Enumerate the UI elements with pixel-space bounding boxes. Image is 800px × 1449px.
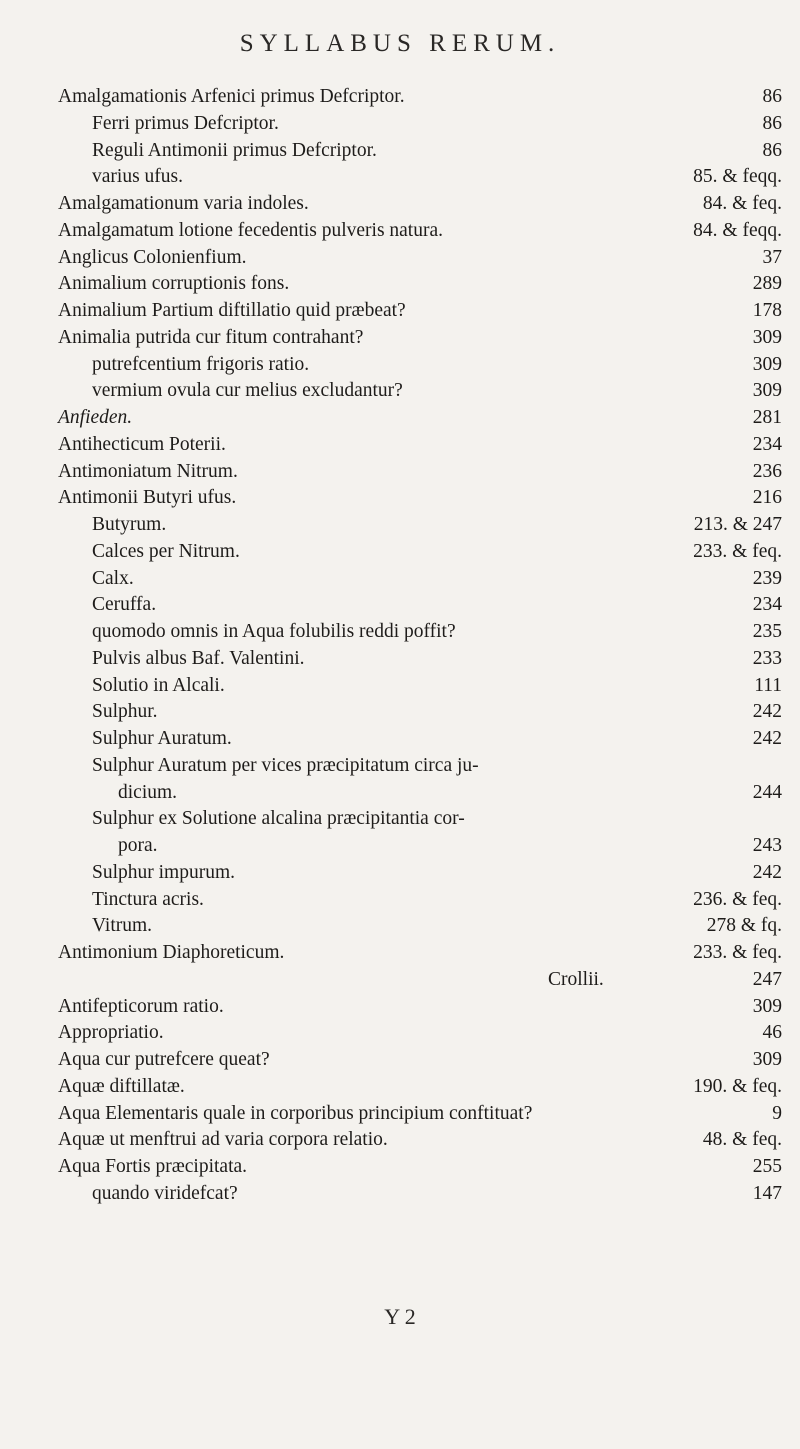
index-entry (58, 512, 782, 538)
index-term: Ferri primus Defcriptor. (92, 112, 279, 134)
index-term: Antifepticorum ratio. (58, 995, 224, 1017)
index-page-ref: 48. & feq. (702, 1129, 782, 1151)
index-term: varius ufus. (92, 166, 183, 188)
index-term: Calces per Nitrum. (92, 540, 240, 562)
index-term: Sulphur. (92, 701, 158, 723)
index-entry (58, 860, 782, 886)
index-entry (58, 887, 782, 913)
index-entry (58, 378, 782, 404)
index-entry (58, 646, 782, 672)
index-term: Sulphur Auratum. (92, 728, 232, 749)
index-entry (58, 1127, 782, 1153)
index-entry (58, 592, 782, 618)
index-entry (58, 726, 782, 752)
index-page-ref: 190. & feq. (693, 1075, 782, 1097)
index-entry (58, 753, 782, 779)
index-term: quomodo omnis in Aqua folubilis reddi poffit? (92, 621, 456, 642)
index-term: Anglicus Colonienfium. (58, 246, 247, 268)
index-page-ref: 233. & feq. (693, 942, 782, 963)
index-term: Aquæ ut menftrui ad varia corpora relatio. (58, 1129, 388, 1151)
index-term: Aqua Elementaris quale in corporibus principium conftituat? (58, 1102, 533, 1124)
index-entry (58, 164, 782, 190)
index-term: quando viridefcat? (92, 1182, 238, 1204)
index-entry (58, 1074, 782, 1100)
index-entry (58, 352, 782, 378)
index-page-ref: 309 (752, 1049, 782, 1070)
index-page-ref: 46 (762, 1022, 782, 1044)
index-entry (58, 806, 782, 832)
running-title: SYLLABUS RERUM. (239, 30, 561, 57)
index-term: dicium. (118, 781, 178, 803)
index-page-ref: 236 (752, 460, 782, 482)
index-term: Antimonii Butyri ufus. (58, 487, 237, 509)
index-entry (58, 699, 782, 725)
index-entry (58, 913, 782, 939)
index-page-ref: 255 (752, 1156, 782, 1177)
index-page-ref: 234 (752, 433, 782, 455)
index-term: Sulphur Auratum per vices præcipitatum circa ju- (92, 754, 479, 776)
index-page-ref: 235 (752, 621, 782, 642)
index-term: Aqua Fortis præcipitata. (58, 1156, 248, 1177)
index-entry (58, 84, 782, 110)
index-term: Aquæ diftillatæ. (58, 1075, 185, 1097)
index-page-ref: 86 (762, 139, 782, 161)
index-entry (58, 1020, 782, 1046)
index-term: Aqua cur putrefcere queat? (58, 1049, 270, 1070)
index-page-ref: 242 (752, 861, 782, 883)
index-term: Vitrum. (92, 915, 153, 937)
index-term: Appropriatio. (58, 1022, 164, 1044)
index-term: Amalgamatum lotione fecedentis pulveris natura. (58, 219, 444, 241)
index-term: Ceruffa. (92, 594, 157, 616)
index-term: Solutio in Alcali. (92, 674, 225, 696)
index-entry (58, 673, 782, 699)
index-term: Sulphur impurum. (92, 861, 236, 883)
index-entry (58, 138, 782, 164)
index-page-ref: 84. & feqq. (693, 219, 782, 241)
index-page-ref: 289 (752, 273, 782, 295)
index-entry (58, 111, 782, 137)
index-entry (58, 1154, 782, 1180)
index-term: Animalia putrida cur fitum contrahant? (58, 326, 364, 348)
index-term: Anfieden. (58, 407, 133, 428)
index-entry (58, 1181, 782, 1207)
index-page-ref: 216 (752, 487, 782, 509)
index-entry (58, 191, 782, 217)
index-term: Antihecticum Poterii. (58, 433, 226, 455)
index-page-ref: 37 (762, 246, 782, 268)
index-term: Antimoniatum Nitrum. (58, 460, 238, 482)
index-page-ref: 236. & feq. (693, 888, 782, 910)
index-page-ref: 239 (752, 567, 782, 589)
index-term: Crollii. (548, 968, 604, 990)
index-entry (58, 1101, 782, 1127)
index-entry (58, 298, 782, 324)
index-entry (58, 994, 782, 1020)
index-term: Animalium Partium diftillatio quid præbeat? (58, 300, 406, 321)
index-term: Antimonium Diaphoreticum. (58, 942, 285, 963)
index-entry (58, 405, 782, 431)
index-term: pora. (118, 835, 158, 856)
index-entry (58, 325, 782, 351)
index-entry (58, 271, 782, 297)
index-entry (58, 967, 782, 993)
index-page-ref: 234 (752, 594, 782, 616)
index-term: Reguli Antimonii primus Defcriptor. (92, 139, 377, 161)
signature-mark: Y 2 (384, 1304, 416, 1329)
index-entry (58, 459, 782, 485)
index-page-ref: 247 (752, 968, 782, 990)
index-page-ref: 84. & feq. (702, 193, 782, 214)
index-entry (58, 780, 782, 806)
index-page-ref: 86 (762, 112, 782, 134)
index-page-ref: 242 (752, 728, 782, 749)
index-entry (58, 619, 782, 645)
index-entry (58, 566, 782, 592)
index-page-ref: 233. & feq. (693, 540, 782, 562)
index-entry (58, 485, 782, 511)
index-page-ref: 309 (752, 353, 782, 375)
index-term: putrefcentium frigoris ratio. (92, 353, 310, 375)
index-term: Amalgamationum varia indoles. (58, 193, 309, 214)
index-entry (58, 218, 782, 244)
index-term: vermium ovula cur melius excludantur? (92, 380, 403, 402)
index-page-ref: 178 (752, 300, 782, 321)
index-term: Amalgamationis Arfenici primus Defcriptor. (58, 86, 405, 107)
index-term: Calx. (92, 567, 134, 589)
index-entry (58, 539, 782, 565)
index-page-ref: 309 (752, 380, 782, 402)
index-term: Tinctura acris. (92, 888, 204, 910)
index-entry (58, 1047, 782, 1073)
index-page-ref: 281 (752, 407, 782, 428)
index-page-ref: 309 (752, 326, 782, 348)
index-page-ref: 242 (752, 701, 782, 723)
index-page-ref: 147 (752, 1182, 782, 1204)
index-page-ref: 85. & feqq. (693, 166, 782, 188)
index-entry (58, 432, 782, 458)
index-page-ref: 278 & fq. (706, 915, 782, 937)
index-entry (58, 940, 782, 966)
index-entry (58, 245, 782, 271)
index-term: Sulphur ex Solutione alcalina præcipitantia cor- (92, 808, 465, 830)
index-page-ref: 111 (754, 674, 782, 696)
index-page-ref: 233 (752, 647, 782, 669)
index-entry (58, 833, 782, 859)
index-page-ref: 244 (752, 781, 782, 803)
index-term: Butyrum. (92, 514, 167, 535)
index-page-ref: 86 (762, 86, 782, 107)
index-page-ref: 9 (772, 1102, 782, 1124)
index-term: Pulvis albus Baf. Valentini. (92, 647, 305, 669)
index-term: Animalium corruptionis fons. (58, 273, 290, 295)
index-page-ref: 213. & 247 (693, 514, 782, 535)
index-page-ref: 309 (752, 995, 782, 1017)
index-page-ref: 243 (752, 835, 782, 856)
